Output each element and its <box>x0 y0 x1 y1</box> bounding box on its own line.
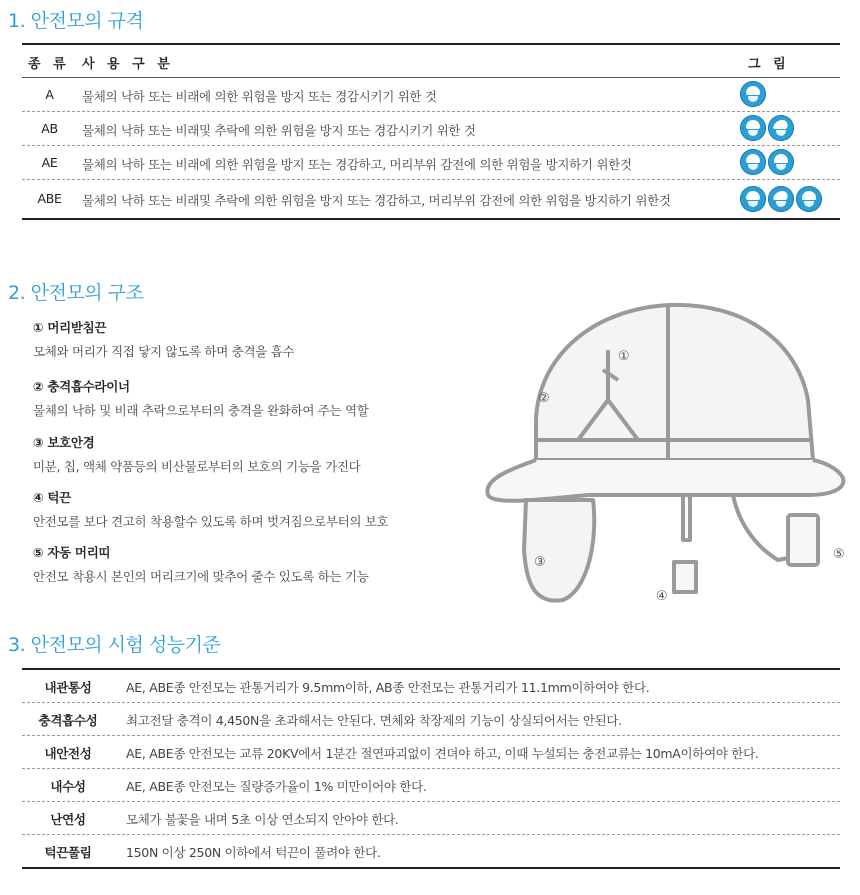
fall-prevention-icon <box>768 186 794 212</box>
spec-type: AE <box>41 155 58 170</box>
performance-key: 내수성 <box>50 779 86 794</box>
performance-table <box>22 668 840 869</box>
performance-value: AE, ABE종 안전모는 교류 20KV에서 1분간 절연파괴없이 견뎌야 하고, 이때 누설되는 충전교류는 10mA이하여야 한다. <box>126 746 759 761</box>
structure-item-title: ④ 턱끈 <box>33 490 71 505</box>
structure-item-liner <box>33 377 369 419</box>
falling-object-icon <box>740 115 766 141</box>
electric-shock-icon <box>796 186 822 212</box>
diagram-label-2: ② <box>538 391 550 406</box>
performance-value: 최고전달 충격이 4,450N을 초과해서는 안된다. 면체와 착장제의 기능이 상실되어서는 안된다. <box>126 713 622 728</box>
structure-section-title: 2. 안전모의 구조 <box>8 282 144 304</box>
structure-item-desc: 모체와 머리가 직접 닿지 않도록 하며 충격을 흡수 <box>33 344 295 359</box>
spec-row-a <box>22 78 840 112</box>
spec-row-ae <box>22 146 840 180</box>
usage-header: 사 용 구 분 <box>82 57 174 72</box>
performance-row <box>22 670 840 703</box>
structure-item-title: ① 머리받침끈 <box>33 320 107 335</box>
structure-item-title: ⑤ 자동 머리띠 <box>33 545 111 560</box>
spec-row-abe <box>22 180 840 220</box>
structure-item-desc: 안전모 착용시 본인의 머리크기에 맞추어 줄수 있도록 하는 기능 <box>33 569 369 584</box>
performance-row <box>22 736 840 769</box>
performance-value: 모체가 불꽃을 내며 5초 이상 연소되지 안아야 한다. <box>126 812 399 827</box>
diagram-label-4: ④ <box>656 589 668 604</box>
helmet-diagram <box>478 290 858 620</box>
electric-shock-icon <box>768 149 794 175</box>
spec-desc: 물체의 낙하 또는 비래에 의한 위험을 방지 또는 경감하고, 머리부위 감전에 의한 위험을 방지하기 위한것 <box>82 157 632 172</box>
performance-key: 충격흡수성 <box>38 713 98 728</box>
structure-item-chinstrap <box>33 488 388 530</box>
diagram-label-3: ③ <box>534 555 546 570</box>
structure-item-desc: 미분, 칩, 액체 약품등의 비산물로부터의 보호의 기능을 가진다 <box>33 459 361 474</box>
performance-row <box>22 802 840 835</box>
structure-item-headband <box>33 543 369 585</box>
spec-desc: 물체의 낙하 또는 비래에 의한 위험을 방지 또는 경감시키기 위한 것 <box>82 89 437 104</box>
spec-type: ABE <box>37 191 62 206</box>
falling-object-icon <box>740 186 766 212</box>
structure-item-goggles <box>33 433 360 475</box>
performance-row <box>22 835 840 867</box>
structure-item-desc: 안전모를 보다 견고히 착용할수 있도록 하며 벗겨짐으로부터의 보호 <box>33 514 389 529</box>
spec-section-title: 1. 안전모의 규격 <box>8 10 144 32</box>
performance-key: 턱끈풀림 <box>44 845 92 860</box>
performance-key: 난연성 <box>50 812 86 827</box>
performance-key: 내관통성 <box>44 680 92 695</box>
spec-desc: 물체의 낙하 또는 비래및 추락에 의한 위험을 방지 또는 경감시키기 위한 것 <box>82 123 476 138</box>
spec-table-header <box>22 43 840 78</box>
performance-key: 내안전성 <box>44 746 92 761</box>
falling-object-icon <box>740 81 766 107</box>
spec-type: A <box>45 87 54 102</box>
performance-row <box>22 703 840 736</box>
diagram-label-1: ① <box>618 349 630 364</box>
performance-row <box>22 769 840 802</box>
performance-value: 150N 이상 250N 이하에서 턱끈이 풀려야 한다. <box>126 845 381 860</box>
structure-item-desc: 물체의 낙하 및 비래 추락으로부터의 충격을 완화하여 주는 역할 <box>33 403 369 418</box>
performance-section-title: 3. 안전모의 시험 성능기준 <box>8 634 221 656</box>
image-header: 그 림 <box>748 57 790 72</box>
spec-table <box>22 43 840 220</box>
spec-type: AB <box>41 121 58 136</box>
diagram-label-5: ⑤ <box>833 547 845 562</box>
structure-item-title: ② 충격흡수라이너 <box>33 379 130 394</box>
type-header: 종 류 <box>28 57 70 72</box>
spec-row-ab <box>22 112 840 146</box>
spec-desc: 물체의 낙하 또는 비래및 추락에 의한 위험을 방지 또는 경감하고, 머리부위 감전에 의한 위험을 방지하기 위한것 <box>82 193 671 208</box>
structure-item-title: ③ 보호안경 <box>33 435 95 450</box>
structure-item-strap <box>33 318 294 360</box>
falling-object-icon <box>740 149 766 175</box>
fall-prevention-icon <box>768 115 794 141</box>
performance-value: AE, ABE종 안전모는 관통거리가 9.5mm이하, AB종 안전모는 관통거리가 11.1mm이하여야 한다. <box>126 680 650 695</box>
performance-value: AE, ABE종 안전모는 질량증가율이 1% 미만이어야 한다. <box>126 779 427 794</box>
